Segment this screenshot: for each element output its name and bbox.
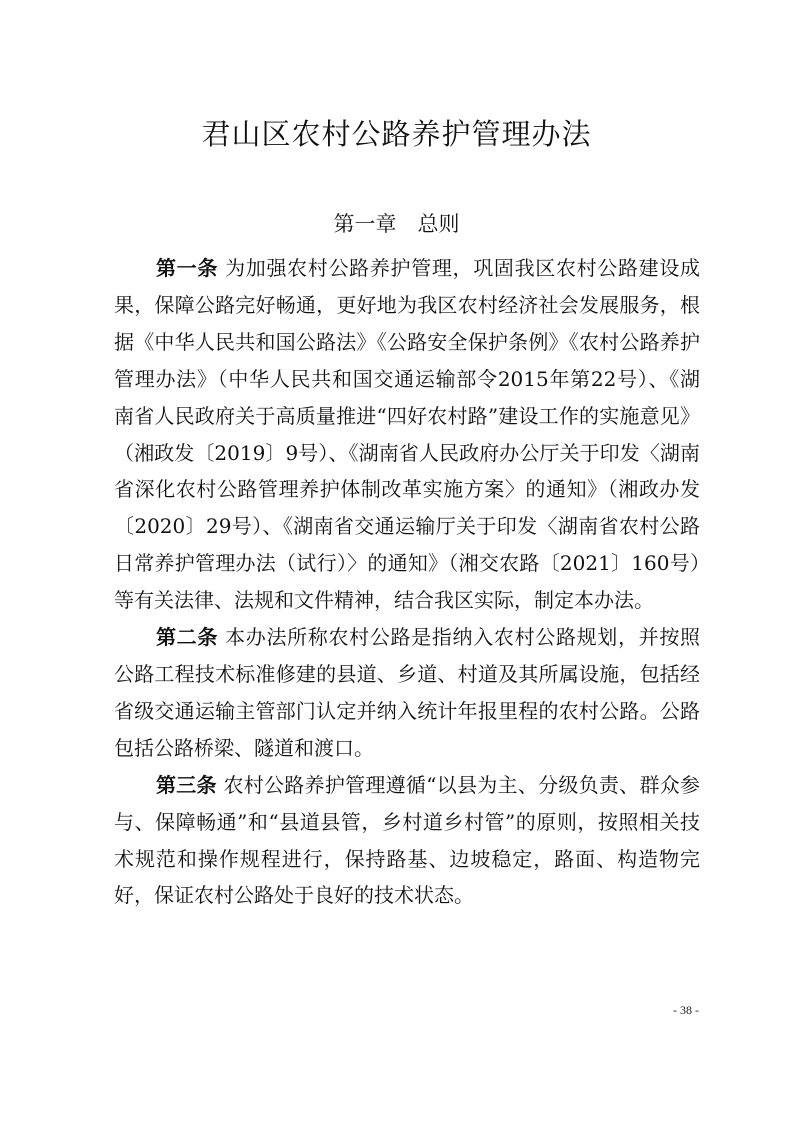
article-1-text: 为加强农村公路养护管理，巩固我区农村公路建设成果，保障公路完好畅通，更好地为我区农村经济社会发展服务，根据《中华人民共和国公路法》《公路安全保护条例》《农村公路养护管理办法》（中华人民共和国交通运输部令2015年第22号）、《湖南省人民政府关于高质量推进“四好农村路”建设工作的实施意见》（湘政发〔2019〕9号）、《湖南省人民政府办公厅关于印发〈湖南省深化农村公路管理养护体制改革实施方案〉的通知》（湘政办发〔2020〕29号）、《湖南省交通运输厅关于印发〈湖南省农村公路日常养护管理办法（试行）〉的通知》（湘交农路〔2021〕160号）等有关法律、法规和文件精神，结合我区实际，制定本办法。 bbox=[114, 256, 701, 613]
article-1 bbox=[114, 250, 700, 619]
article-3-text: 农村公路养护管理遵循“以县为主、分级负责、群众参与、保障畅通”和“县道县管，乡村道乡村管”的原则，按照相关技术规范和操作规程进行，保持路基、边坡稳定，路面、构造物完好，保证农村公路处于良好的技术状态。 bbox=[114, 772, 701, 908]
article-3 bbox=[114, 767, 700, 915]
document-title: 君山区农村公路养护管理办法 bbox=[201, 117, 592, 151]
page-number: - 38 - bbox=[673, 1003, 699, 1017]
article-2-heading: 第二条 bbox=[156, 625, 219, 650]
article-1-heading: 第一条 bbox=[156, 256, 219, 280]
article-2-text: 本办法所称农村公路是指纳入农村公路规划，并按照公路工程技术标准修建的县道、乡道、村道及其所属设施，包括经省级交通运输主管部门认定并纳入统计年报里程的农村公路。公路包括公路桥梁、隧道和渡口。 bbox=[114, 625, 701, 760]
article-2 bbox=[114, 619, 700, 767]
article-3-heading: 第三条 bbox=[156, 772, 217, 797]
chapter-title: 第一章 总则 bbox=[333, 212, 460, 236]
document-body bbox=[114, 250, 700, 914]
